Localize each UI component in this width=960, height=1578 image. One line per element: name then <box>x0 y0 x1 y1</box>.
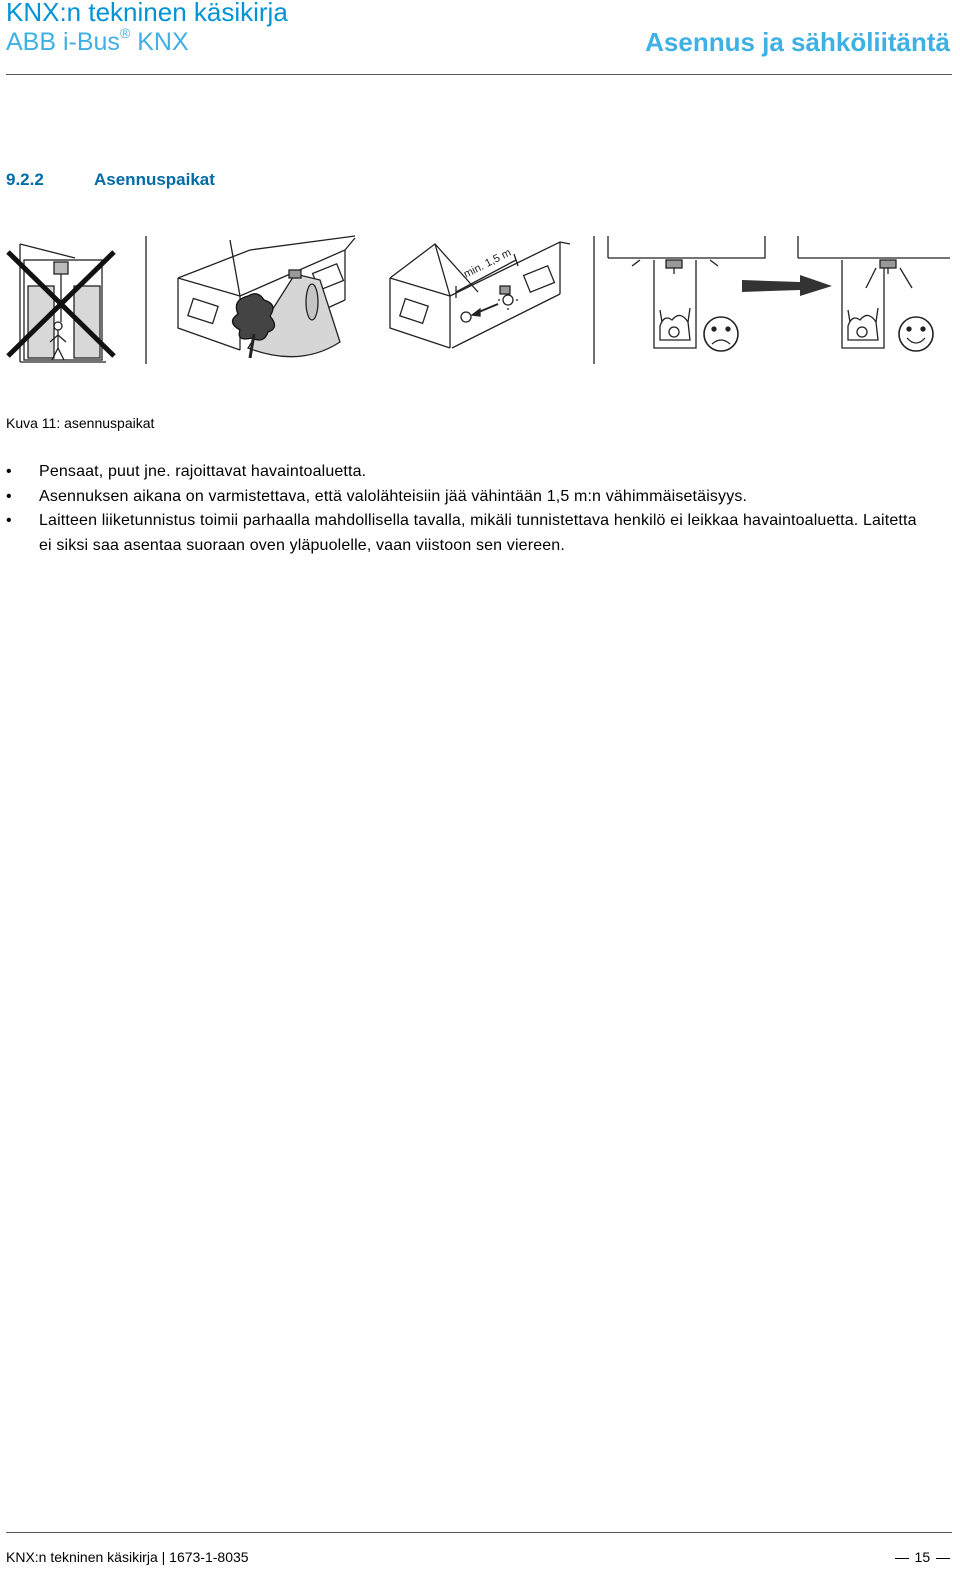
list-item <box>6 509 926 558</box>
distance-label: min. 1,5 m <box>461 246 514 281</box>
arrow-right-icon <box>742 275 832 296</box>
bullet-marker: • <box>6 512 12 529</box>
direct-approach-panel <box>608 236 765 351</box>
product-name <box>6 25 189 56</box>
page-number-group <box>893 1549 952 1565</box>
bullet-marker: • <box>6 463 12 480</box>
bullet-list <box>6 460 926 558</box>
document-title: KNX:n tekninen käsikirja <box>6 0 288 27</box>
product-brand: ABB i-Bus <box>6 28 120 56</box>
footer-divider <box>6 1532 952 1533</box>
dash-right <box>936 1558 950 1559</box>
page-number: 15 <box>914 1549 931 1565</box>
bullet-text: Asennuksen aikana on varmistettava, että valolähteisiin jää vähintään 1,5 m:n vähimmäisetäisyys. <box>39 487 748 505</box>
header-divider <box>6 74 952 75</box>
side-approach-panel <box>798 236 950 351</box>
registered-mark: ® <box>119 25 131 41</box>
chapter-title: Asennus ja sähköliitäntä <box>645 27 950 57</box>
installation-locations-figure <box>0 230 960 370</box>
happy-face-icon <box>899 317 933 351</box>
list-item <box>6 460 926 485</box>
dash-left <box>895 1558 909 1559</box>
tree-obstruction-panel <box>178 236 355 358</box>
section-title: Asennuspaikat <box>94 170 215 189</box>
product-suffix: KNX <box>137 28 189 56</box>
footer-doc-info: KNX:n tekninen käsikirja | 1673-1-8035 <box>6 1549 249 1565</box>
bullet-text: Pensaat, puut jne. rajoittavat havaintoaluetta. <box>39 463 367 480</box>
figure-caption: Kuva 11: asennuspaikat <box>6 415 155 431</box>
list-item <box>6 485 926 510</box>
bullet-marker: • <box>6 487 12 505</box>
section-number: 9.2.2 <box>6 170 44 189</box>
sad-face-icon <box>704 317 738 351</box>
light-distance-panel <box>390 242 570 348</box>
bullet-text: Laitteen liiketunnistus toimii parhaalla mahdollisella tavalla, mikäli tunnistettava henkilö ei leikkaa havaintoaluetta. Laitetta ei siksi saa asentaa suoraan oven yläpuolelle, vaan viistoon sen viereen. <box>39 512 917 554</box>
